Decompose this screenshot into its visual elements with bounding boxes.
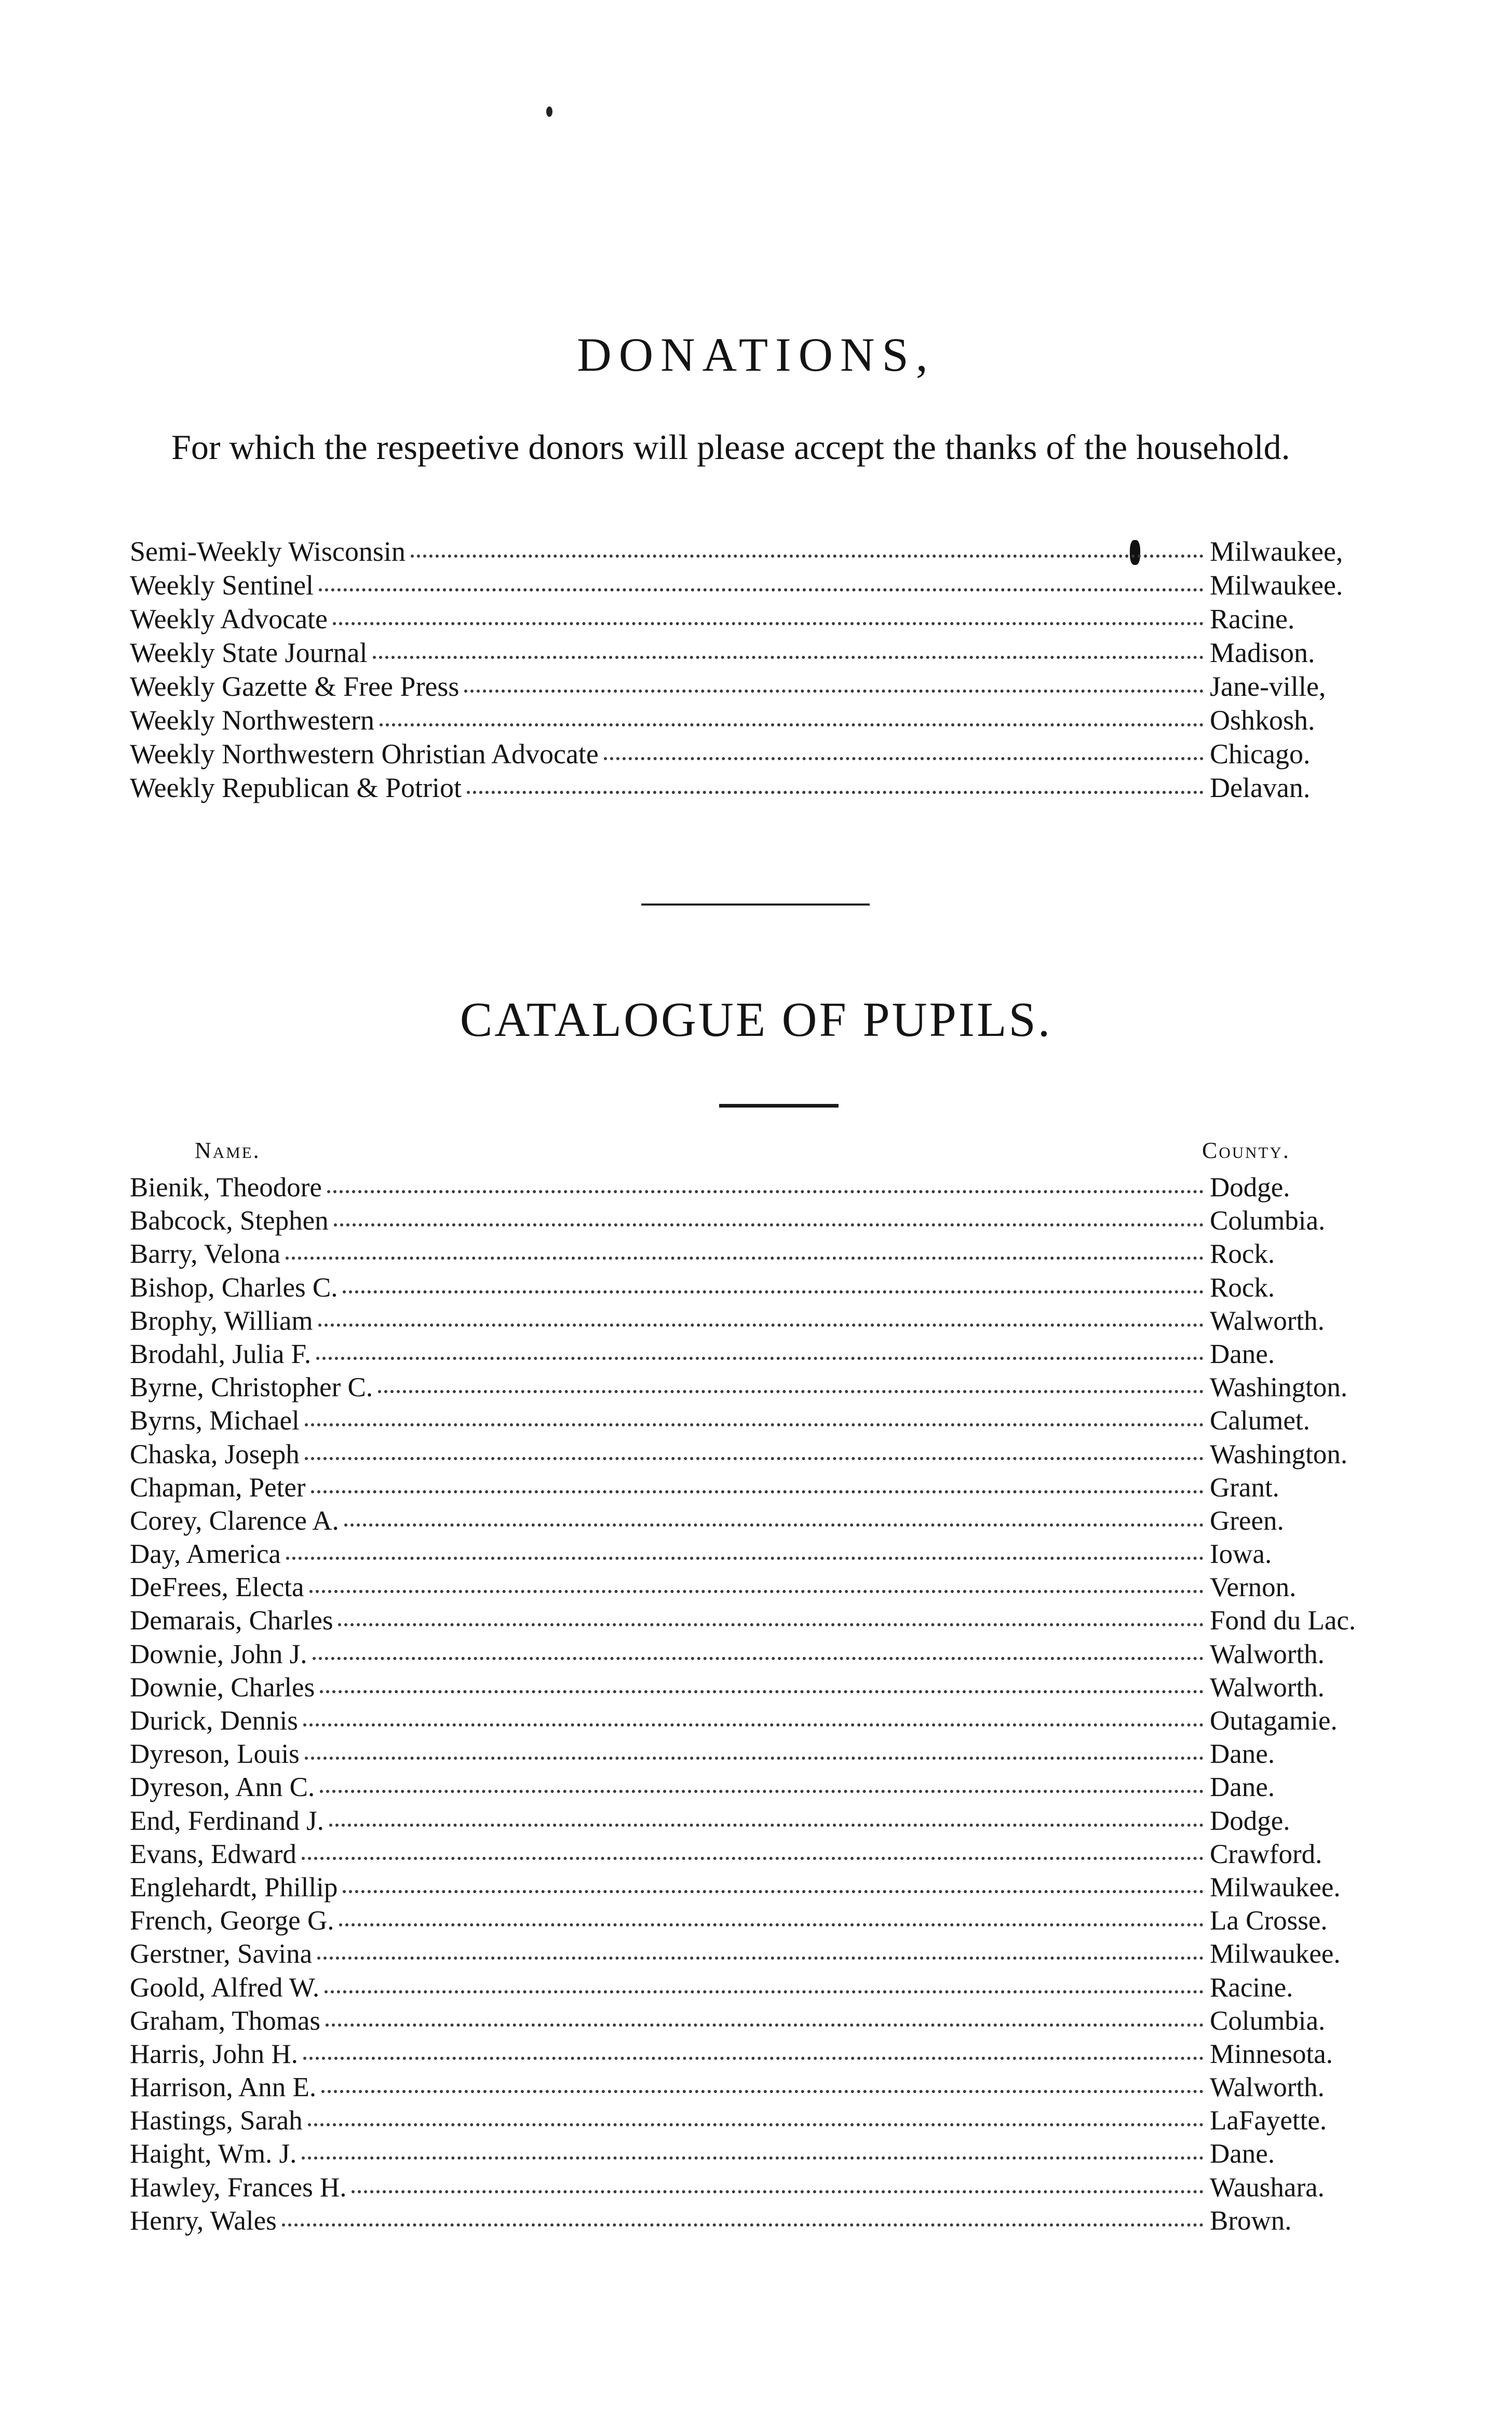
pupil-row-name: Chaska, Joseph — [130, 1439, 300, 1469]
pupil-row-place: Brown. — [1210, 2205, 1292, 2236]
pupil-row — [130, 2171, 1386, 2204]
dot-leader — [282, 2214, 1204, 2227]
dot-leader — [467, 781, 1204, 794]
dot-leader — [286, 1247, 1204, 1260]
pupil-row — [130, 1237, 1386, 1271]
pupil-row — [130, 1904, 1386, 1937]
pupil-row-place: La Crosse. — [1210, 1906, 1328, 1936]
pupil-row-name: Downie, Charles — [130, 1672, 315, 1703]
pupil-row-place: Walworth. — [1210, 1305, 1325, 1336]
donation-row-name: Weekly Advocate — [130, 603, 328, 635]
donation-row-name: Weekly Northwestern — [130, 705, 374, 736]
donation-row — [130, 704, 1386, 737]
donation-row-place: Oshkosh. — [1210, 705, 1315, 736]
dot-leader — [317, 1947, 1204, 1960]
dot-leader — [305, 1448, 1204, 1460]
pupil-row-place: Iowa. — [1210, 1539, 1272, 1570]
title-rule — [719, 1104, 839, 1108]
pupil-row — [130, 1604, 1386, 1637]
pupil-row-name: Byrns, Michael — [130, 1406, 300, 1436]
dot-leader — [378, 1381, 1204, 1393]
pupil-row-place: Racine. — [1210, 1972, 1293, 2003]
dot-leader — [303, 2047, 1204, 2060]
donation-row-place: Milwaukee. — [1210, 570, 1343, 601]
pupil-row-place: Fond du Lac. — [1210, 1606, 1356, 1636]
dot-leader — [333, 613, 1204, 625]
pupil-row-place: Walworth. — [1210, 1672, 1325, 1703]
dot-leader — [604, 748, 1204, 760]
pupil-row-place: Crawford. — [1210, 1839, 1322, 1869]
pupil-row — [130, 1771, 1386, 1804]
pupil-row — [130, 1204, 1386, 1237]
pupil-row — [130, 1971, 1386, 2004]
pupil-row — [130, 2071, 1386, 2104]
pupil-row-name: Dyreson, Louis — [130, 1739, 300, 1770]
donation-row-place: Madison. — [1210, 637, 1315, 668]
dot-leader — [320, 1780, 1204, 1793]
donation-row — [130, 737, 1386, 771]
pupil-row-place: Dodge. — [1210, 1805, 1290, 1836]
dot-leader — [329, 1814, 1204, 1827]
dot-leader — [318, 1314, 1204, 1327]
name-column-header: Name. — [195, 1138, 261, 1163]
dot-leader — [286, 1547, 1204, 1560]
donations-list — [130, 535, 1386, 805]
pupil-row-name: French, George G. — [130, 1906, 334, 1936]
dot-leader — [464, 680, 1204, 693]
pupil-row-place: Calumet. — [1210, 1406, 1310, 1436]
dot-leader — [343, 1881, 1204, 1893]
pupil-row-name: Downie, John J. — [130, 1639, 307, 1669]
pupil-row — [130, 1571, 1386, 1604]
county-column-header: County. — [1202, 1138, 1290, 1163]
pupil-row — [130, 2038, 1386, 2071]
pupil-row-place: Columbia. — [1210, 1206, 1326, 1236]
dot-leader — [380, 714, 1204, 726]
pupil-row — [130, 1304, 1386, 1338]
dot-leader — [344, 1514, 1204, 1527]
ink-speck — [546, 106, 552, 117]
donation-row — [130, 670, 1386, 704]
pupil-row — [130, 1171, 1386, 1204]
pupil-row-name: Day, America — [130, 1539, 281, 1570]
pupil-row-place: Dane. — [1210, 1739, 1275, 1770]
donation-row — [130, 569, 1386, 602]
pupil-row-place: Washington. — [1210, 1439, 1348, 1469]
donation-row — [130, 602, 1386, 636]
pupil-row — [130, 2204, 1386, 2237]
section-divider — [641, 903, 870, 906]
pupil-row-name: Harrison, Ann E. — [130, 2072, 317, 2103]
pupil-row — [130, 1438, 1386, 1471]
donation-row-name: Weekly Northwestern Ohristian Advocate — [130, 738, 599, 770]
pupil-row-name: Corey, Clarence A. — [130, 1505, 339, 1536]
pupil-row-place: Dane. — [1210, 1339, 1275, 1369]
pupil-row-place: Dodge. — [1210, 1172, 1290, 1203]
donation-row-name: Weekly State Journal — [130, 637, 368, 668]
pupil-row-name: Demarais, Charles — [130, 1606, 333, 1636]
donation-row-place: Jane-ville, — [1210, 671, 1326, 702]
donation-row — [130, 535, 1386, 569]
dot-leader — [373, 646, 1204, 659]
pupil-row-name: Henry, Wales — [130, 2205, 277, 2236]
dot-leader — [343, 1281, 1204, 1293]
pupil-row — [130, 1937, 1386, 1971]
dot-leader — [327, 1181, 1204, 1193]
pupil-row — [130, 1471, 1386, 1504]
pupil-row — [130, 2104, 1386, 2137]
pupil-row — [130, 1671, 1386, 1704]
pupil-row — [130, 1638, 1386, 1671]
pupil-row — [130, 2137, 1386, 2170]
pupil-row-name: Durick, Dennis — [130, 1706, 298, 1736]
pupil-row-place: Dane. — [1210, 2139, 1275, 2169]
pupil-row — [130, 1504, 1386, 1537]
pupil-row-name: DeFrees, Electa — [130, 1572, 304, 1603]
dot-leader — [302, 2147, 1204, 2160]
donation-row — [130, 636, 1386, 670]
dot-leader — [338, 1614, 1204, 1626]
dot-leader — [308, 2114, 1204, 2126]
dot-leader — [321, 2081, 1204, 2093]
pupil-row-name: Hawley, Frances H. — [130, 2172, 347, 2203]
pupil-row-name: Haight, Wm. J. — [130, 2139, 297, 2169]
donation-row-place: Chicago. — [1210, 738, 1311, 770]
dot-leader — [411, 545, 1204, 558]
dot-leader — [313, 1648, 1204, 1660]
pupil-row — [130, 1871, 1386, 1904]
donation-row-name: Weekly Sentinel — [130, 570, 314, 601]
dot-leader — [319, 579, 1204, 591]
pupil-row — [130, 1271, 1386, 1304]
pupil-row-place: Milwaukee. — [1210, 1872, 1341, 1903]
donations-title: DONATIONS, — [577, 328, 935, 381]
pupil-row — [130, 1371, 1386, 1404]
donation-row-place: Milwaukee, — [1210, 536, 1343, 567]
donation-row-place: Racine. — [1210, 603, 1295, 635]
pupil-row-name: Englehardt, Phillip — [130, 1872, 338, 1903]
dot-leader — [305, 1747, 1204, 1760]
pupil-row-place: Dane. — [1210, 1772, 1275, 1803]
dot-leader — [326, 2014, 1204, 2027]
pupil-row — [130, 2004, 1386, 2038]
pupil-row-place: Green. — [1210, 1505, 1284, 1536]
pupil-row — [130, 1404, 1386, 1437]
pupil-row-name: Brophy, William — [130, 1305, 313, 1336]
pupil-row-place: Washington. — [1210, 1372, 1348, 1403]
pupil-row — [130, 1737, 1386, 1771]
pupil-row-place: Minnesota. — [1210, 2039, 1333, 2069]
pupil-row-place: Vernon. — [1210, 1572, 1297, 1603]
pupil-row-name: Brodahl, Julia F. — [130, 1339, 312, 1369]
pupils-list — [130, 1171, 1386, 2237]
dot-leader — [325, 1981, 1204, 1993]
dot-leader — [316, 1347, 1204, 1360]
pupil-row-place: Waushara. — [1210, 2172, 1325, 2203]
pupil-row-name: End, Ferdinand J. — [130, 1805, 324, 1836]
dot-leader — [303, 1714, 1204, 1726]
pupil-row — [130, 1704, 1386, 1737]
pupil-row — [130, 1537, 1386, 1571]
pupil-row-place: Walworth. — [1210, 2072, 1325, 2103]
pupil-row-place: Columbia. — [1210, 2005, 1326, 2036]
dot-leader — [334, 1214, 1204, 1226]
dot-leader — [305, 1414, 1204, 1426]
donation-row-place: Delavan. — [1210, 772, 1311, 803]
catalogue-title: CATALOGUE OF PUPILS. — [460, 993, 1052, 1047]
dot-leader — [311, 1481, 1204, 1493]
pupil-row-name: Dyreson, Ann C. — [130, 1772, 315, 1803]
pupil-row-name: Hastings, Sarah — [130, 2106, 303, 2136]
pupil-row-place: Outagamie. — [1210, 1706, 1338, 1736]
pupil-row-name: Bienik, Theodore — [130, 1172, 322, 1203]
pupil-row-place: Milwaukee. — [1210, 1939, 1341, 1970]
pupil-row-place: Rock. — [1210, 1272, 1275, 1303]
pupil-row-name: Chapman, Peter — [130, 1472, 306, 1503]
donation-row — [130, 771, 1386, 805]
dot-leader — [302, 1847, 1204, 1860]
pupil-row-name: Graham, Thomas — [130, 2005, 320, 2036]
pupil-row-name: Goold, Alfred W. — [130, 1972, 320, 2003]
donation-row-name: Weekly Gazette & Free Press — [130, 671, 460, 702]
pupil-row — [130, 1338, 1386, 1371]
pupil-row-place: Grant. — [1210, 1472, 1279, 1503]
pupil-row-name: Barry, Velona — [130, 1239, 280, 1270]
dot-leader — [309, 1581, 1204, 1593]
pupil-row-name: Byrne, Christopher C. — [130, 1372, 373, 1403]
dot-leader — [339, 1914, 1204, 1926]
donations-intro: For which the respeetive donors will please accept the thanks of the household. — [171, 427, 1290, 467]
pupil-row-name: Evans, Edward — [130, 1839, 296, 1869]
pupil-row-place: LaFayette. — [1210, 2106, 1327, 2136]
dot-leader — [320, 1681, 1204, 1693]
donation-row-name: Semi-Weekly Wisconsin — [130, 536, 406, 567]
pupil-row-name: Harris, John H. — [130, 2039, 298, 2069]
pupil-row — [130, 1838, 1386, 1871]
pupil-row-place: Walworth. — [1210, 1639, 1325, 1669]
pupil-row — [130, 1804, 1386, 1838]
pupil-row-name: Gerstner, Savina — [130, 1939, 313, 1970]
dot-leader — [352, 2181, 1204, 2193]
pupil-row-name: Bishop, Charles C. — [130, 1272, 338, 1303]
donation-row-name: Weekly Republican & Potriot — [130, 772, 462, 803]
pupil-row-name: Babcock, Stephen — [130, 1206, 329, 1236]
pupil-row-place: Rock. — [1210, 1239, 1275, 1270]
